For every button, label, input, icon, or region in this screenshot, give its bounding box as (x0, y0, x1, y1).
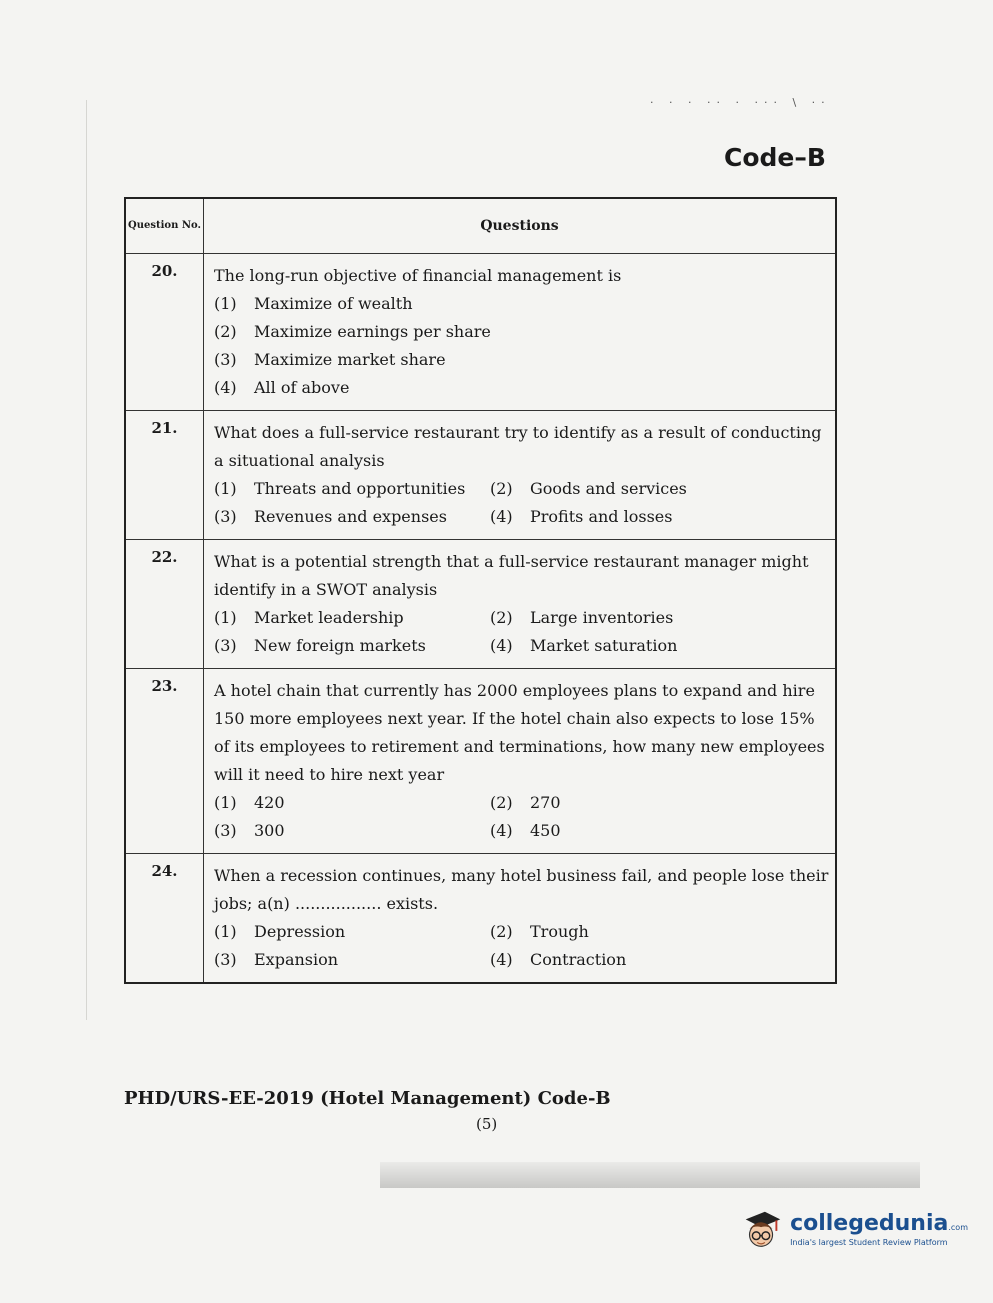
column-header-questions: Questions (204, 198, 837, 254)
option-text: Profits and losses (530, 507, 673, 526)
option-text: Trough (530, 922, 589, 941)
question-cell (204, 411, 837, 540)
answer-option (214, 475, 484, 503)
option-number: (3) (214, 507, 237, 526)
option-text: Goods and services (530, 479, 687, 498)
question-text: The long-run objective of financial management is (214, 266, 622, 285)
answer-option (490, 946, 829, 974)
questions-body (125, 254, 836, 984)
answer-option (214, 817, 484, 845)
page-number: (5) (476, 1115, 498, 1133)
answer-option (214, 290, 829, 318)
answer-option (490, 604, 829, 632)
question-text: A hotel chain that currently has 2000 employees plans to expand and hire 150 more employees next year. If the hotel chain also expects to lose 15% of its employees to retirement and terminations, how many new employees will it need to hire next year (214, 681, 825, 784)
option-text: Maximize earnings per share (254, 322, 491, 341)
answer-option (214, 604, 484, 632)
option-number: (4) (490, 636, 513, 655)
option-number: (3) (214, 821, 237, 840)
option-text: 450 (530, 821, 561, 840)
answer-option (214, 503, 484, 531)
option-text: Contraction (530, 950, 627, 969)
options-group (214, 604, 829, 660)
question-cell (204, 540, 837, 669)
question-row (125, 254, 836, 411)
question-row (125, 854, 836, 984)
option-text: Market saturation (530, 636, 678, 655)
options-group (214, 290, 829, 402)
answer-option (490, 817, 829, 845)
question-number: 22. (125, 540, 204, 669)
option-number: (4) (490, 821, 513, 840)
option-text: All of above (254, 378, 350, 397)
question-cell (204, 854, 837, 984)
options-group (214, 918, 829, 974)
option-text: Expansion (254, 950, 339, 969)
answer-option (490, 789, 829, 817)
scan-edge-line (86, 100, 87, 1020)
logo-wordmark: collegedunia (790, 1211, 949, 1236)
logo-suffix: .com (948, 1223, 968, 1232)
question-cell (204, 254, 837, 411)
options-group (214, 789, 829, 845)
option-text: 300 (254, 821, 285, 840)
option-text: Maximize market share (254, 350, 446, 369)
question-text: When a recession continues, many hotel business fail, and people lose their jobs; a(n) ................. exists. (214, 866, 829, 913)
option-number: (4) (214, 378, 237, 397)
question-number: 23. (125, 669, 204, 854)
answer-option (490, 475, 829, 503)
question-text: What is a potential strength that a full-service restaurant manager might identify in a SWOT analysis (214, 552, 809, 599)
logo-tagline: India's largest Student Review Platform (790, 1238, 948, 1247)
option-number: (4) (490, 507, 513, 526)
answer-option (214, 374, 829, 402)
question-row (125, 411, 836, 540)
question-row (125, 540, 836, 669)
answer-option (490, 918, 829, 946)
mascot-icon (738, 1205, 784, 1253)
option-number: (4) (490, 950, 513, 969)
answer-option (214, 789, 484, 817)
option-number: (2) (214, 322, 237, 341)
option-text: Market leadership (254, 608, 404, 627)
question-number: 20. (125, 254, 204, 411)
option-text: 270 (530, 793, 561, 812)
question-number: 21. (125, 411, 204, 540)
option-text: 420 (254, 793, 285, 812)
option-number: (3) (214, 350, 237, 369)
answer-option (214, 918, 484, 946)
option-text: Threats and opportunities (254, 479, 466, 498)
option-number: (2) (490, 793, 513, 812)
question-number: 24. (125, 854, 204, 984)
option-number: (2) (490, 608, 513, 627)
column-header-question-no: Question No. (125, 198, 204, 254)
answer-option (490, 503, 829, 531)
option-number: (1) (214, 608, 237, 627)
option-text: Depression (254, 922, 346, 941)
option-number: (3) (214, 636, 237, 655)
question-cell (204, 669, 837, 854)
answer-option (490, 632, 829, 660)
option-number: (1) (214, 479, 237, 498)
option-number: (1) (214, 922, 237, 941)
question-row (125, 669, 836, 854)
option-text: Maximize of wealth (254, 294, 413, 313)
collegedunia-logo (738, 1198, 968, 1260)
handwritten-scribble: · · · ·· · ··· \ ·· (650, 96, 831, 109)
option-number: (1) (214, 793, 237, 812)
option-text: Revenues and expenses (254, 507, 447, 526)
option-number: (2) (490, 922, 513, 941)
option-number: (1) (214, 294, 237, 313)
answer-option (214, 318, 829, 346)
options-group (214, 475, 829, 531)
questions-table (124, 197, 837, 984)
option-number: (2) (490, 479, 513, 498)
paper-code: Code–B (724, 143, 826, 172)
option-number: (3) (214, 950, 237, 969)
answer-option (214, 346, 829, 374)
answer-option (214, 632, 484, 660)
footer-title: PHD/URS-EE-2019 (Hotel Management) Code-B (124, 1088, 611, 1109)
question-text: What does a full-service restaurant try to identify as a result of conducting a situational analysis (214, 423, 822, 470)
option-text: Large inventories (530, 608, 674, 627)
option-text: New foreign markets (254, 636, 426, 655)
answer-option (214, 946, 484, 974)
scan-artifact (380, 1162, 920, 1188)
table-header-row (125, 198, 836, 254)
